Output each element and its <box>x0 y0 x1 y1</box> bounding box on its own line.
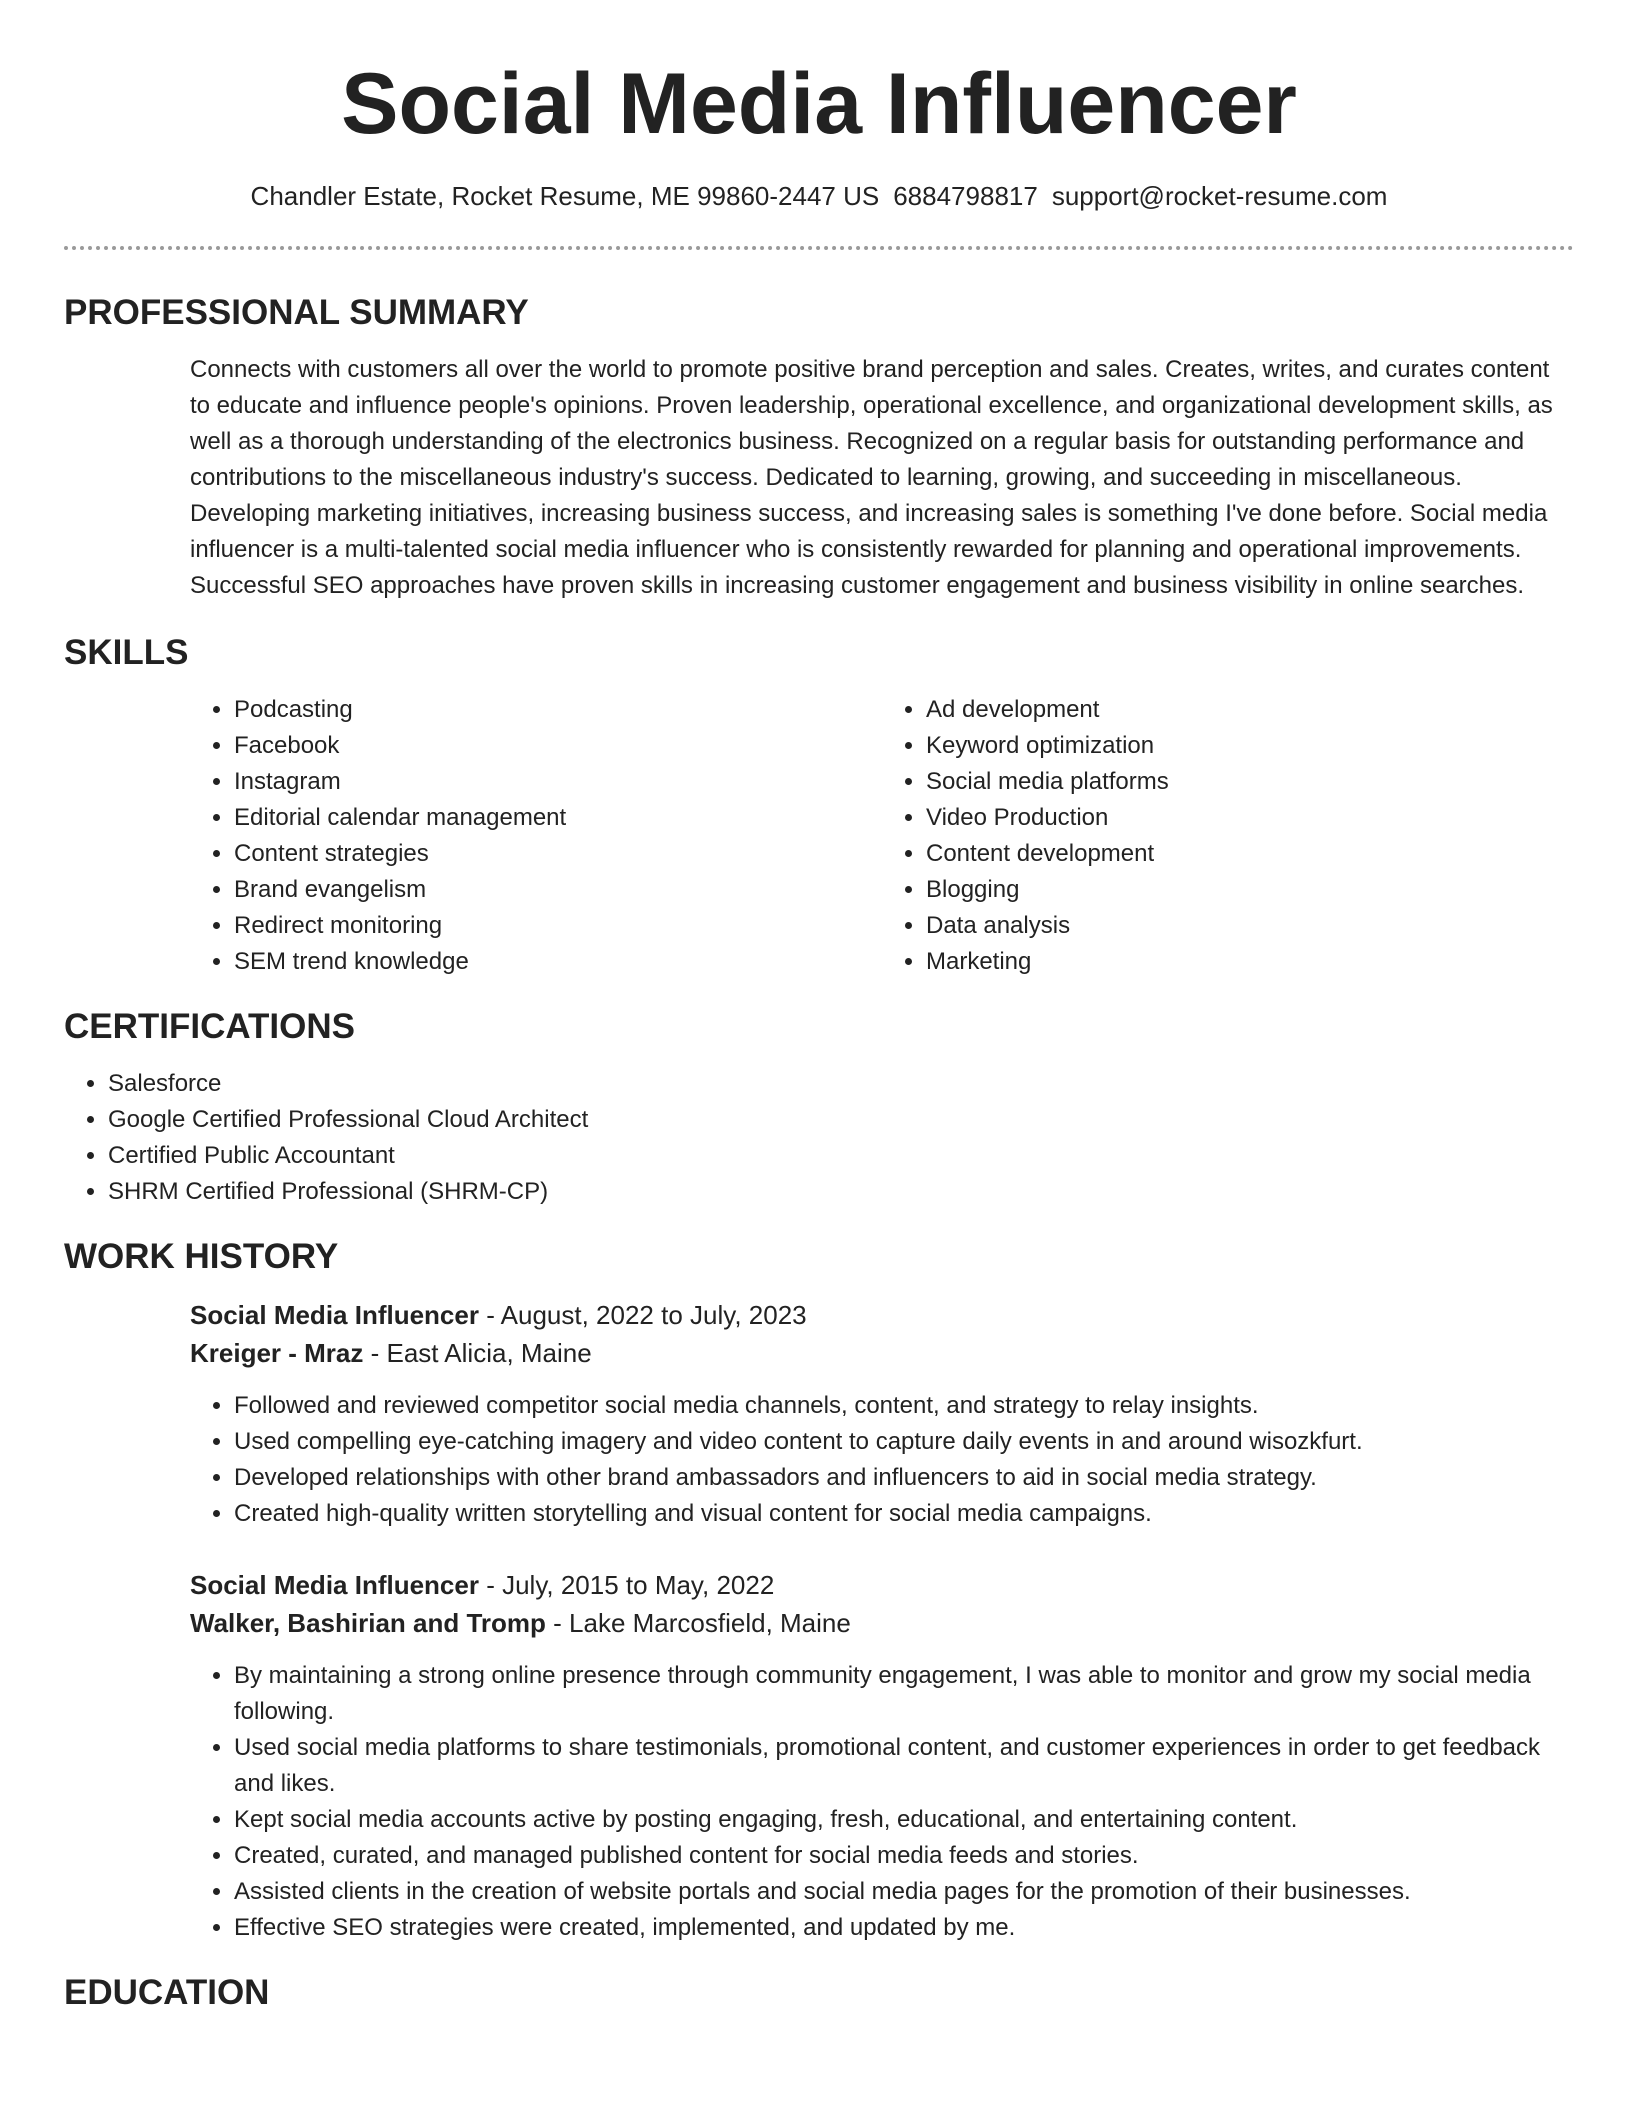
job-bullets <box>190 1388 1574 1532</box>
skill-item: • Keyword optimization <box>926 728 1574 764</box>
certification-item: • Google Certified Professional Cloud Architect <box>108 1102 1574 1138</box>
contact-phone: 6884798817 <box>893 181 1038 211</box>
certification-item: • SHRM Certified Professional (SHRM-CP) <box>108 1174 1574 1210</box>
job-location: - East Alicia, Maine <box>363 1338 592 1368</box>
job-bullets <box>190 1658 1574 1946</box>
education-heading: EDUCATION <box>64 1973 270 2012</box>
job-location: - Lake Marcosfield, Maine <box>545 1608 851 1638</box>
skill-item: • Marketing <box>926 944 1574 980</box>
job-entry <box>190 1296 1574 1532</box>
job-company: Walker, Bashirian and Tromp <box>190 1608 546 1638</box>
job-bullet: • Assisted clients in the creation of website portals and social media pages for the promotion of their businesses. <box>234 1874 1574 1910</box>
job-entry <box>190 1566 1574 1946</box>
skills-left-list <box>190 692 882 980</box>
header-divider <box>64 246 1574 250</box>
job-company: Kreiger - Mraz <box>190 1338 364 1368</box>
job-bullet: • By maintaining a strong online presence through community engagement, I was able to monitor and grow my social media following. <box>234 1658 1574 1730</box>
skill-item: • Brand evangelism <box>234 872 882 908</box>
skills-right-list <box>882 692 1574 980</box>
skill-item: • Data analysis <box>926 908 1574 944</box>
contact-address: Chandler Estate, Rocket Resume, ME 99860-2447 US <box>250 181 880 211</box>
job-title-line <box>190 1566 1574 1604</box>
skill-item: • Podcasting <box>234 692 882 728</box>
skill-item: • Content development <box>926 836 1574 872</box>
job-bullet: • Created, curated, and managed published content for social media feeds and stories. <box>234 1838 1574 1874</box>
job-bullet: • Kept social media accounts active by posting engaging, fresh, educational, and entertaining content. <box>234 1802 1574 1838</box>
job-company-line <box>190 1604 1574 1642</box>
work-history-heading: WORK HISTORY <box>64 1237 339 1276</box>
job-bullet: • Effective SEO strategies were created, implemented, and updated by me. <box>234 1910 1574 1946</box>
certification-item: • Certified Public Accountant <box>108 1138 1574 1174</box>
job-bullet: • Used social media platforms to share testimonials, promotional content, and customer experiences in order to get feedback and likes. <box>234 1730 1574 1802</box>
job-title: Social Media Influencer <box>190 1570 479 1600</box>
job-bullet: • Created high-quality written storytelling and visual content for social media campaigns. <box>234 1496 1574 1532</box>
skill-item: • Instagram <box>234 764 882 800</box>
job-dates: - July, 2015 to May, 2022 <box>478 1570 775 1600</box>
certifications-list <box>64 1066 1574 1210</box>
job-title: Social Media Influencer <box>190 1300 479 1330</box>
resume-page <box>64 0 1574 2014</box>
skills-heading: SKILLS <box>64 633 189 672</box>
job-dates: - August, 2022 to July, 2023 <box>478 1300 807 1330</box>
resume-name: Social Media Influencer <box>341 56 1297 152</box>
skill-item: • Blogging <box>926 872 1574 908</box>
skill-item: • Content strategies <box>234 836 882 872</box>
skill-item: • Social media platforms <box>926 764 1574 800</box>
certification-item: • Salesforce <box>108 1066 1574 1102</box>
job-bullet: • Developed relationships with other brand ambassadors and influencers to aid in social media strategy. <box>234 1460 1574 1496</box>
job-bullet: • Followed and reviewed competitor social media channels, content, and strategy to relay insights. <box>234 1388 1574 1424</box>
skill-item: • Video Production <box>926 800 1574 836</box>
contact-line <box>64 180 1574 212</box>
certifications-heading: CERTIFICATIONS <box>64 1007 356 1046</box>
contact-email: support@rocket-resume.com <box>1051 181 1388 211</box>
summary-text: Connects with customers all over the world to promote positive brand perception and sales. Creates, writes, and curates content to educate and influence people's opinions. Proven leadership, operational excellence, and organizational development skills, as well as a thorough understanding of the electronics business. Recognized on a regular basis for outstanding performance and contributions to the miscellaneous industry's success. Dedicated to learning, growing, and succeeding in miscellaneous. Developing marketing initiatives, increasing business success, and increasing sales is something I've done before. Social media influencer is a multi-talented social media influencer who is consistently rewarded for planning and operational improvements. Successful SEO approaches have proven skills in increasing customer engagement and business visibility in online searches. <box>190 356 1553 599</box>
job-company-line <box>190 1334 1574 1372</box>
skills-grid <box>190 692 1574 980</box>
skill-item: • Facebook <box>234 728 882 764</box>
summary-heading: PROFESSIONAL SUMMARY <box>64 293 529 332</box>
skill-item: • Redirect monitoring <box>234 908 882 944</box>
skill-item: • Editorial calendar management <box>234 800 882 836</box>
skill-item: • Ad development <box>926 692 1574 728</box>
job-bullet: • Used compelling eye-catching imagery and video content to capture daily events in and around wisozkfurt. <box>234 1424 1574 1460</box>
skill-item: • SEM trend knowledge <box>234 944 882 980</box>
job-title-line <box>190 1296 1574 1334</box>
